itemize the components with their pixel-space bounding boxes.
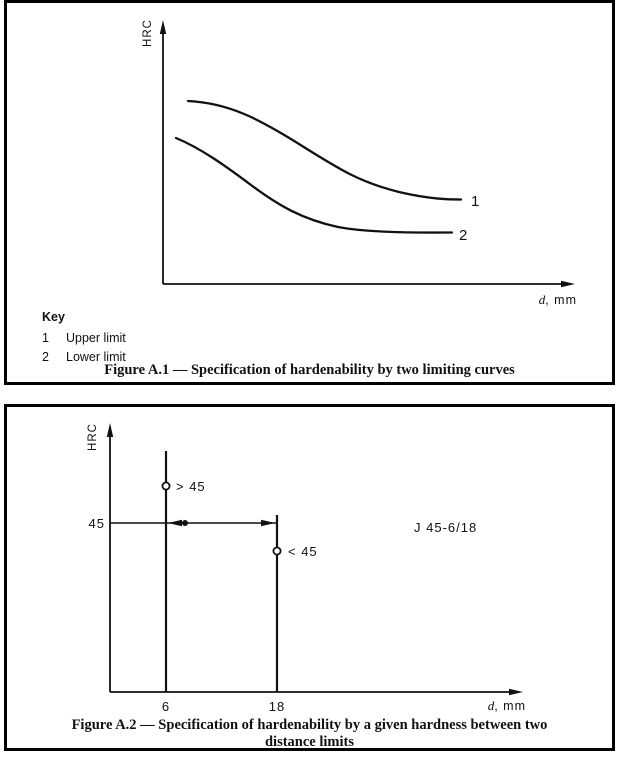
key-title: Key <box>42 310 65 324</box>
key-label: Upper limit <box>66 331 126 345</box>
x-axis-arrow-icon <box>561 281 575 287</box>
figure-a2-box <box>4 404 615 751</box>
upper-point-marker <box>162 482 169 489</box>
interval-dot-marker <box>182 520 188 526</box>
y-axis-arrow-icon <box>107 423 113 437</box>
x-axis-label-d: d <box>538 292 546 307</box>
y-axis-arrow-icon <box>160 20 166 34</box>
figure-a1-caption: Figure A.1 — Specification of hardenability by two limiting curves <box>104 362 515 378</box>
designation-label: J 45-6/18 <box>414 520 478 535</box>
x-axis-label <box>488 698 526 713</box>
hardness-value-label: 45 <box>88 516 105 531</box>
x-axis-arrow-icon <box>509 689 523 695</box>
figure-a2-caption-line2: distance limits <box>264 733 354 750</box>
lower-point-marker <box>273 547 280 554</box>
figure-a1-key <box>42 308 126 367</box>
x-axis-label-unit: , mm <box>545 293 577 307</box>
figure-a2-graph <box>7 407 612 717</box>
key-symbol: 2 <box>42 350 49 364</box>
left-arrow-icon <box>168 520 182 526</box>
y-axis-label: HRC <box>87 423 99 451</box>
x-axis-label-unit: , mm <box>494 699 526 713</box>
right-arrow-icon <box>261 520 275 526</box>
x-tick-6: 6 <box>161 699 171 714</box>
x-tick-18: 18 <box>268 699 286 714</box>
y-axis-label: HRC <box>142 19 154 47</box>
figure-a2-caption <box>7 717 612 750</box>
upper-curve-label: 1 <box>471 193 481 210</box>
upper-limit-curve <box>188 101 461 200</box>
figure-a1-graph <box>7 3 612 308</box>
figure-a1-box <box>4 0 615 385</box>
key-item-upper <box>42 329 126 348</box>
x-axis-label-d: d <box>487 698 495 713</box>
x-axis-label <box>539 292 577 307</box>
key-label: Lower limit <box>66 350 126 364</box>
lower-curve-label: 2 <box>459 227 469 244</box>
lower-point-annotation: < 45 <box>288 544 318 559</box>
upper-point-annotation: > 45 <box>176 479 206 494</box>
figure-a2-caption-line1: Figure A.2 — Specification of hardenability by a given hardness between two <box>71 717 548 733</box>
key-symbol: 1 <box>42 331 49 345</box>
